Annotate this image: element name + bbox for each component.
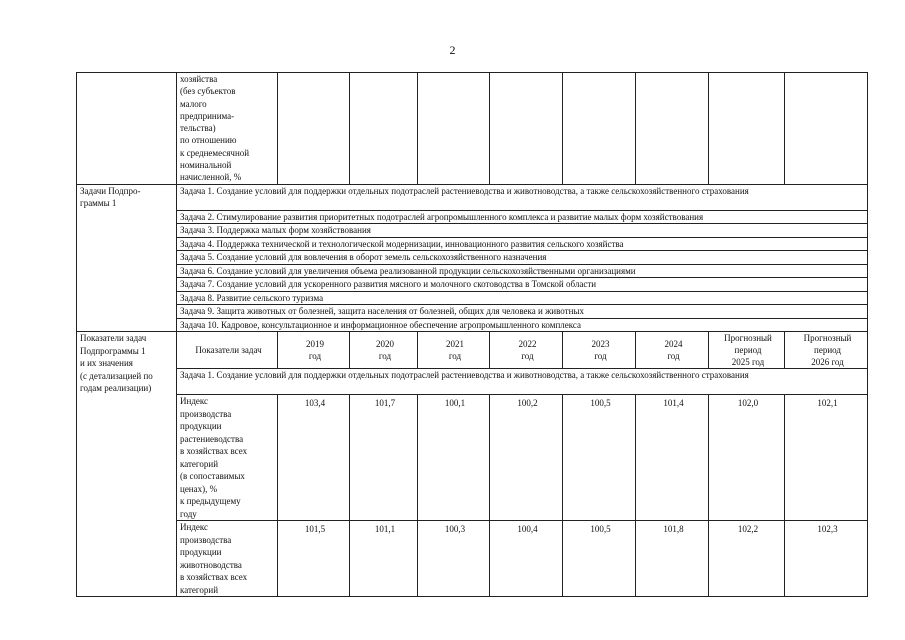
indicator-value: 100,1	[418, 395, 490, 521]
continuation-value-cell	[785, 73, 868, 185]
indicator-value: 102,2	[709, 521, 785, 597]
task-item: Задача 9. Защита животных от болезней, защита населения от болезней, общих для человека и животных	[177, 305, 868, 319]
indicators-section-label: Показатели задач Подпрограммы 1 и их значения (с детализацией по годам реализации)	[77, 332, 177, 597]
task-item: Задача 10. Кадровое, консультационное и информационное обеспечение агропромышленного комплекса	[177, 318, 868, 332]
task-item: Задача 4. Поддержка технической и технологической модернизации, инновационного развития сельского хозяйства	[177, 237, 868, 251]
task-row	[77, 291, 868, 305]
indicator-value: 101,7	[350, 395, 418, 521]
year-header: 2023 год	[563, 332, 636, 369]
indicator-value: 102,0	[709, 395, 785, 521]
task-row	[77, 318, 868, 332]
continuation-value-cell	[490, 73, 563, 185]
continuation-value-cell	[709, 73, 785, 185]
task-item: Задача 5. Создание условий для вовлечения в оборот земель сельскохозяйственного назначения	[177, 251, 868, 265]
continuation-value-cell	[563, 73, 636, 185]
indicator-value: 101,5	[278, 521, 350, 597]
task-row	[77, 278, 868, 292]
indicator-row	[77, 395, 868, 521]
continuation-value-cell	[636, 73, 709, 185]
forecast-year-header: Прогнозный период 2025 год	[709, 332, 785, 369]
task-row	[77, 184, 868, 210]
indicator-value: 100,5	[563, 395, 636, 521]
indicator-value: 100,3	[418, 521, 490, 597]
indicator-value: 100,4	[490, 521, 563, 597]
year-header: 2020 год	[350, 332, 418, 369]
tasks-section-label: Задачи Подпро- граммы 1	[77, 184, 177, 332]
continuation-indicator-name: хозяйства (без субъектов малого предпринима- тельства) по отношению к среднемесячной номинальной начисленной, %	[177, 73, 278, 185]
task-row	[77, 237, 868, 251]
year-header: 2019 год	[278, 332, 350, 369]
indicator-value: 102,1	[785, 395, 868, 521]
task-row	[77, 264, 868, 278]
task-row	[77, 251, 868, 265]
year-header: 2024 год	[636, 332, 709, 369]
indicator-value: 101,8	[636, 521, 709, 597]
indicator-value: 100,2	[490, 395, 563, 521]
task-item: Задача 2. Стимулирование развития приоритетных подотраслей агропромышленного комплекса и развитие малых форм хозяйствования	[177, 210, 868, 224]
forecast-year-header: Прогнозный период 2026 год	[785, 332, 868, 369]
indicators-header-row	[77, 332, 868, 369]
year-header: 2021 год	[418, 332, 490, 369]
continuation-value-cell	[278, 73, 350, 185]
indicator-value: 100,5	[563, 521, 636, 597]
indicator-name: Индекс производства продукции животноводства в хозяйствах всех категорий	[177, 521, 278, 597]
continuation-label-cell	[77, 73, 177, 185]
task-heading-row	[77, 369, 868, 395]
task-item: Задача 3. Поддержка малых форм хозяйствования	[177, 224, 868, 238]
task-row	[77, 210, 868, 224]
indicator-value: 101,1	[350, 521, 418, 597]
indicator-value: 103,4	[278, 395, 350, 521]
year-header: 2022 год	[490, 332, 563, 369]
task-row	[77, 305, 868, 319]
task-row	[77, 224, 868, 238]
continuation-value-cell	[418, 73, 490, 185]
task-item: Задача 8. Развитие сельского туризма	[177, 291, 868, 305]
indicator-row	[77, 521, 868, 597]
continuation-value-cell	[350, 73, 418, 185]
task1-heading: Задача 1. Создание условий для поддержки отдельных подотраслей растениеводства и животноводства, а также сельскохозяйственного страхования	[177, 369, 868, 395]
page-number: 2	[449, 43, 456, 57]
continuation-row	[77, 73, 868, 185]
task-item: Задача 1. Создание условий для поддержки отдельных подотраслей растениеводства и животноводства, а также сельскохозяйственного страхования	[177, 184, 868, 210]
indicator-value: 102,3	[785, 521, 868, 597]
indicator-name: Индекс производства продукции растениеводства в хозяйствах всех категорий (в сопоставимых ценах), % к предыдущему году	[177, 395, 278, 521]
task-item: Задача 6. Создание условий для увеличения объема реализованной продукции сельскохозяйственными организациями	[177, 264, 868, 278]
indicator-column-header: Показатели задач	[177, 332, 278, 369]
indicator-value: 101,4	[636, 395, 709, 521]
subprogram-table	[76, 72, 868, 597]
task-item: Задача 7. Создание условий для ускоренного развития мясного и молочного скотоводства в Томской области	[177, 278, 868, 292]
